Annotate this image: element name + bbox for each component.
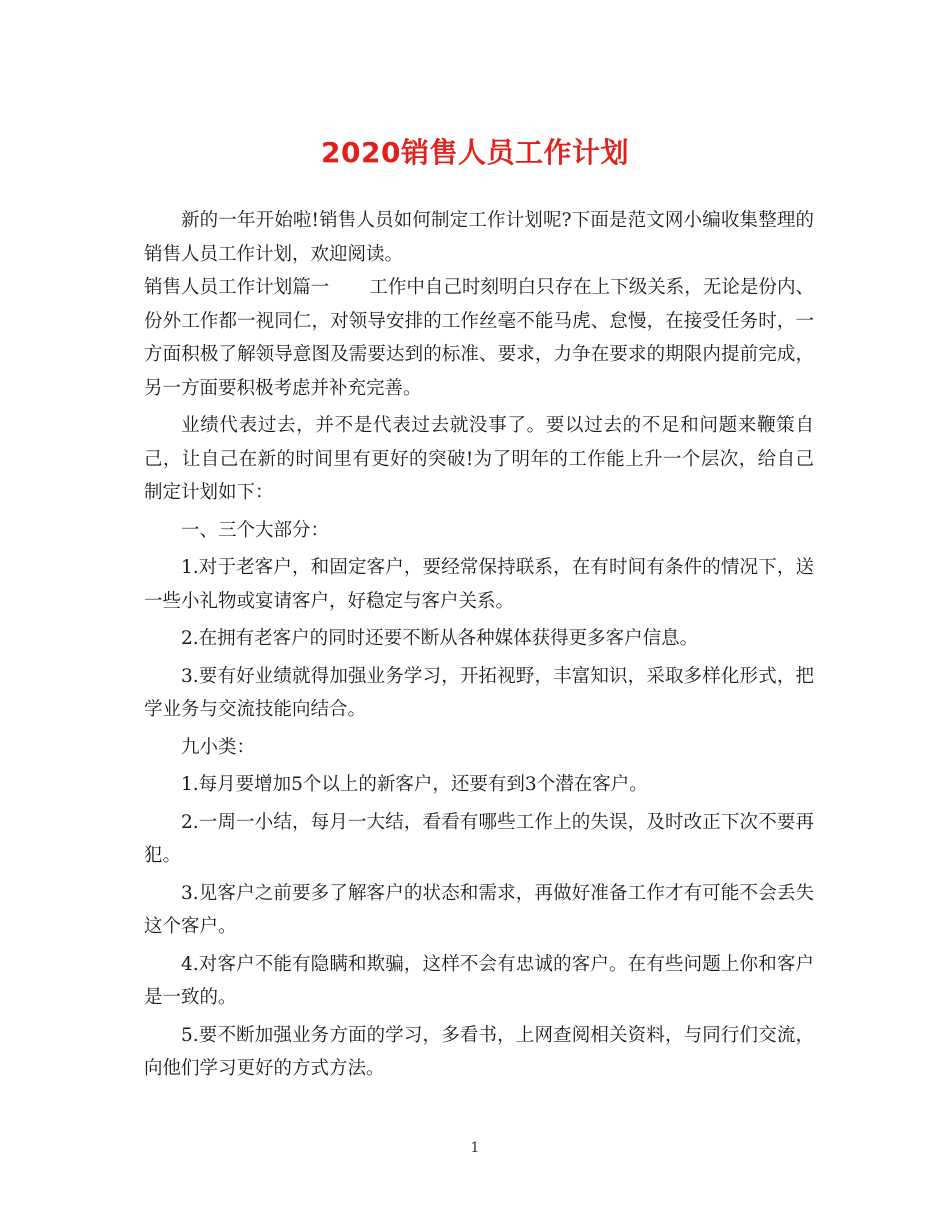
list-item-big-3: 3.要有好业绩就得加强业务学习，开拓视野，丰富知识，采取多样化形式，把学业务与交流技能向结合。	[144, 665, 814, 720]
page-title: 2020销售人员工作计划	[321, 136, 629, 169]
section-text: 工作中自己时刻明白只存在上下级关系，无论是份内、份外工作都一视同仁，对领导安排的工作丝毫不能马虎、怠慢，在接受任务时，一方面积极了解领导意图及需要达到的标准、要求，力争在要求的期限内提前完成，另一方面要积极考虑并补充完善。	[144, 277, 814, 399]
paragraph-intro: 新的一年开始啦!销售人员如何制定工作计划呢?下面是范文网小编收集整理的销售人员工作计划，欢迎阅读。	[144, 210, 814, 265]
list-item-small-1: 1.每月要增加5个以上的新客户，还要有到3个潜在客户。	[181, 774, 648, 795]
paragraph-performance: 业绩代表过去，并不是代表过去就没事了。要以过去的不足和问题来鞭策自己，让自己在新的时间里有更好的突破!为了明年的工作能上升一个层次，给自己制定计划如下：	[144, 415, 814, 503]
heading-three-parts: 一、三个大部分：	[181, 519, 330, 541]
document-body	[144, 204, 814, 1086]
list-item-big-2: 2.在拥有老客户的同时还要不断从各种媒体获得更多客户信息。	[181, 628, 699, 649]
list-item-small-4: 4.对客户不能有隐瞒和欺骗，这样不会有忠诚的客户。在有些问题上你和客户是一致的。	[144, 953, 814, 1008]
page-number: 1	[470, 1140, 480, 1156]
paragraph-section-one	[144, 271, 814, 405]
heading-nine-categories: 九小类：	[181, 736, 256, 758]
section-label: 销售人员工作计划篇一	[144, 277, 330, 298]
list-item-big-1: 1.对于老客户，和固定客户，要经常保持联系，在有时间有条件的情况下，送一些小礼物或宴请客户，好稳定与客户关系。	[144, 557, 814, 612]
list-item-small-3: 3.见客户之前要多了解客户的状态和需求，再做好准备工作才有可能不会丢失这个客户。	[144, 882, 814, 937]
list-item-small-5: 5.要不断加强业务方面的学习，多看书，上网查阅相关资料，与同行们交流，向他们学习更好的方式方法。	[144, 1024, 814, 1079]
list-item-small-2: 2.一周一小结，每月一大结，看看有哪些工作上的失误，及时改正下次不要再犯。	[144, 811, 814, 866]
